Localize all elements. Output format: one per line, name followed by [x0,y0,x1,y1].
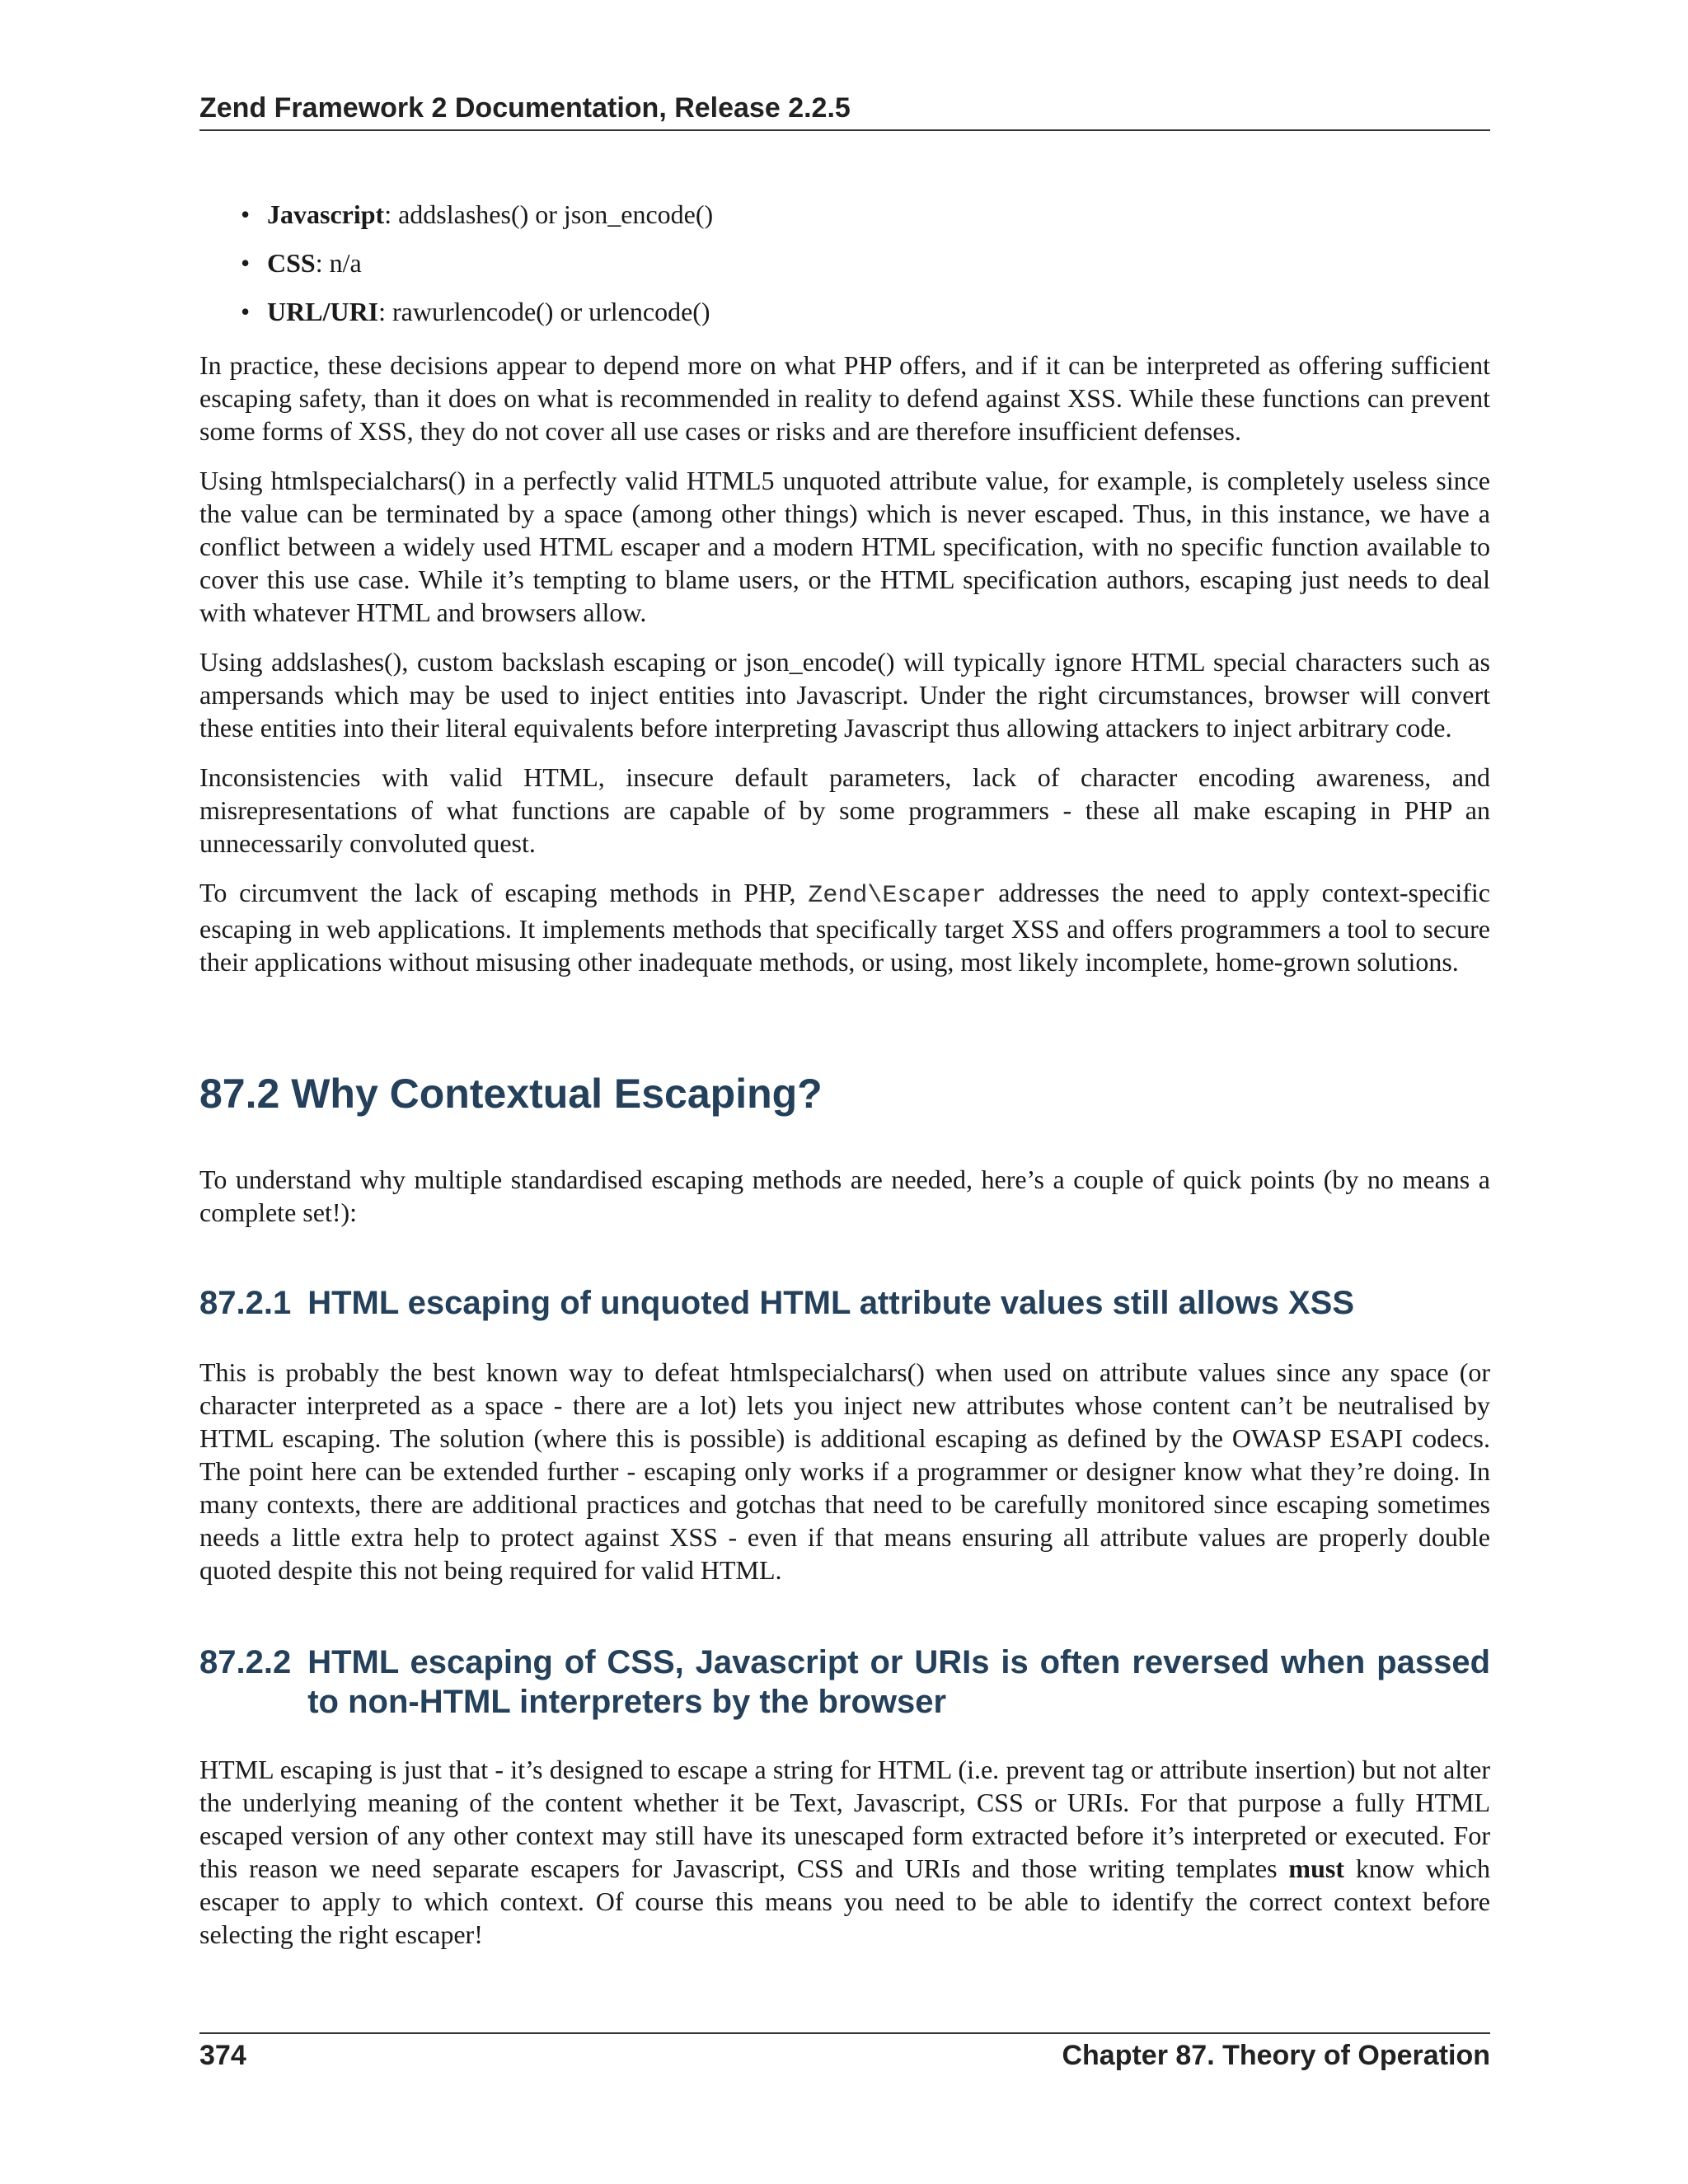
subsection-heading-87-2-1 [199,1283,1490,1323]
list-item-term: CSS [267,248,316,278]
section-heading-87-2: 87.2 Why Contextual Escaping? [199,1071,823,1117]
page-footer [199,2040,1490,2072]
list-item-text: : addslashes() or json_encode() [384,199,714,229]
list-item-term: Javascript [267,199,385,229]
list-item-text: : n/a [315,248,362,278]
subsection-title: HTML escaping of unquoted HTML attribute values still allows XSS [307,1285,1355,1321]
subsection-number: 87.2.2 [199,1644,292,1680]
list-item-text: : rawurlencode() or urlencode() [378,297,710,326]
paragraph-text: HTML escaping is just that - it’s designed to escape a string for HTML (i.e. prevent tag or attribute insertion) but not alter the underlying meaning of the content whether it be Text, Javascript, CSS or URIs. For that purpose a fully HTML escaped version of any other context may still have its unescaped form extracted before it’s interpreted or executed. For this reason we need separate escapers for Javascript, CSS and URIs and those writing templates [199,1755,1490,1883]
escaping-functions-list [199,198,1490,344]
paragraph-1: In practice, these decisions appear to depend more on what PHP offers, and if it can be interpreted as offering sufficient escaping safety, than it does on what is recommended in reality to defend against XSS. While these functions can prevent some forms of XSS, they do not cover all use cases or risks and are therefore insufficient defenses. [199,350,1490,446]
paragraph-text: know which escaper to apply to which context. Of course this means you need to be able to identify the correct context before selecting the right escaper! [199,1854,1491,1949]
list-item [199,198,1490,231]
inline-code: Zend\Escaper [808,882,987,910]
paragraph-5 [199,876,1490,978]
section-87-2-1-body: This is probably the best known way to defeat htmlspecialchars() when used on attribute values since any space (or character interpreted as a space - there are a lot) lets you inject new attributes whose content can’t be neutralised by HTML escaping. The solution (where this is possible) is additional escaping as defined by the OWASP ESAPI codecs. The point here can be extended further - escaping only works if a programmer or designer know what they’re doing. In many contexts, there are additional practices and gotchas that need to be carefully monitored since escaping sometimes needs a little extra help to protect against XSS - even if that means ensuring all attribute values are properly double quoted despite this not being required for valid HTML. [199,1357,1490,1585]
paragraph-2: Using htmlspecialchars() in a perfectly valid HTML5 unquoted attribute value, for example, is completely useless since the value can be terminated by a space (among other things) which is never escaped. Thus, in this instance, we have a conflict between a widely used HTML escaper and a modern HTML specification, with no specific function available to cover this use case. While it’s tempting to blame users, or the HTML specification authors, escaping just needs to deal with whatever HTML and browsers allow. [199,466,1490,627]
list-item [199,246,1490,279]
list-item [199,295,1490,328]
subsection-number: 87.2.1 [199,1285,292,1321]
paragraph-text: addresses the need to apply context-specific escaping in web applications. It implements methods that specifically target XSS and offers programmers a tool to secure their applications without misusing other inadequate methods, or using, most likely incomplete, home-grown solutions. [199,878,1491,977]
paragraph-4: Inconsistencies with valid HTML, insecure default parameters, lack of character encoding awareness, and misrepresentations of what functions are capable of by some programmers - these all make escaping in PHP an unnecessarily convoluted quest. [199,762,1490,858]
chapter-title: Chapter 87. Theory of Operation [1062,2040,1490,2071]
list-item-term: URL/URI [267,297,379,326]
subsection-title: HTML escaping of CSS, Javascript or URIs is often reversed when passed to non-HTML interpreters by the browser [307,1644,1490,1720]
paragraph-text: To circumvent the lack of escaping methods in PHP, [199,878,809,907]
footer-divider [199,2032,1490,2034]
emphasis-text: must [1288,1854,1344,1883]
running-header: Zend Framework 2 Documentation, Release 2.2.5 [199,92,1490,131]
subsection-heading-87-2-2 [199,1643,1490,1722]
section-87-2-intro: To understand why multiple standardised escaping methods are needed, here’s a couple of quick points (by no means a complete set!): [199,1165,1490,1227]
section-87-2-2-body [199,1753,1490,1951]
page-number: 374 [199,2040,246,2071]
paragraph-3: Using addslashes(), custom backslash escaping or json_encode() will typically ignore HTML special characters such as ampersands which may be used to inject entities into Javascript. Under the right circumstances, browser will convert these entities into their literal equivalents before interpreting Javascript thus allowing attackers to inject arbitrary code. [199,647,1490,743]
